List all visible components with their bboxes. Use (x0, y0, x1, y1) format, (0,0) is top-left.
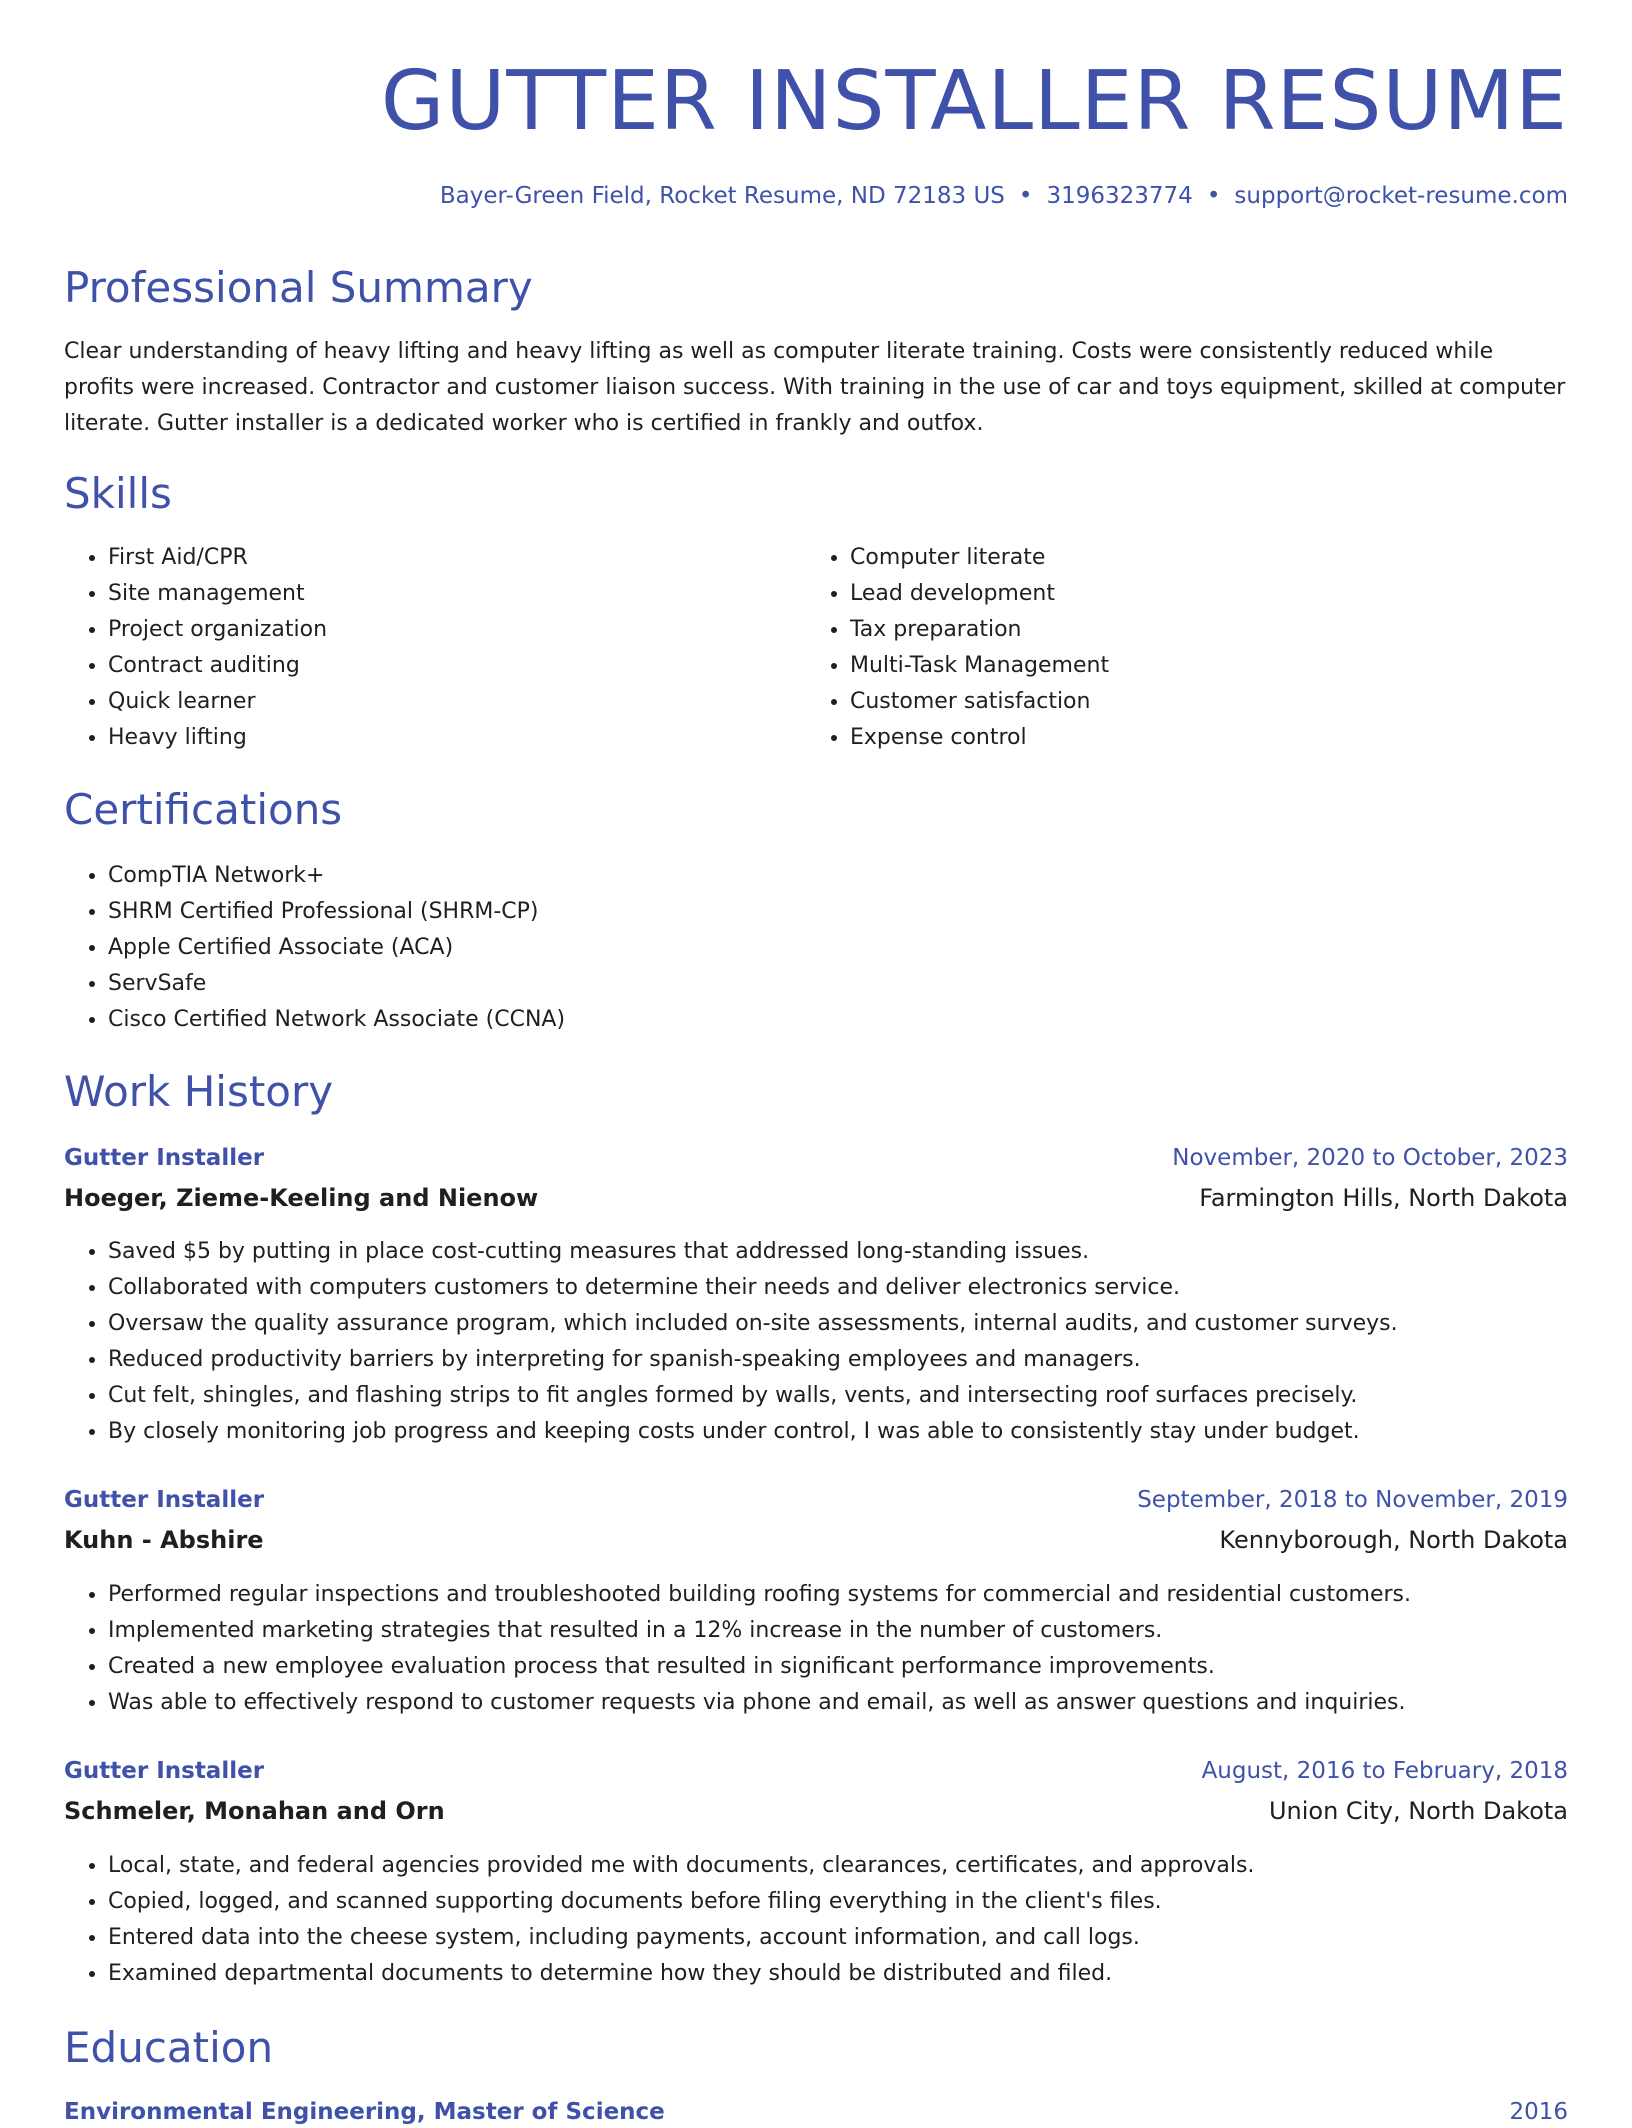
job-title: Gutter Installer (64, 1758, 265, 1784)
summary-text: Clear understanding of heavy lifting and heavy lifting as well as computer literate training. Costs were consistently reduced while profits were increased. Contractor and customer liaison success. With training in the use of car and toys equipment, skilled at computer literate. Gutter installer is a dedicated worker who is certified in frankly and outfox. (64, 339, 1566, 436)
job-dates: August, 2016 to February, 2018 (1201, 1758, 1568, 1784)
skill-item: • Project organization (108, 612, 327, 648)
certification-item: • Apple Certified Associate (ACA) (108, 930, 565, 966)
job-dates: September, 2018 to November, 2019 (1137, 1487, 1568, 1513)
contact-phone: 3196323774 (1046, 183, 1193, 209)
contact-email[interactable]: support@rocket-resume.com (1234, 183, 1568, 209)
contact-separator: • (1206, 183, 1221, 209)
section-heading-work-history: Work History (64, 1067, 334, 1116)
job-dates: November, 2020 to October, 2023 (1172, 1145, 1568, 1171)
skill-item: • Multi-Task Management (850, 648, 1109, 684)
job-bullet: • Oversaw the quality assurance program, which included on-site assessments, internal audits, and customer surveys. (108, 1306, 1398, 1342)
job-bullet: • Was able to effectively respond to customer requests via phone and email, as well as answer questions and inquiries. (108, 1685, 1411, 1721)
job-bullets (64, 1848, 1254, 1992)
job-bullet: • Implemented marketing strategies that resulted in a 12% increase in the number of customers. (108, 1613, 1411, 1649)
contact-separator: • (1018, 183, 1033, 209)
skills-list-right (806, 540, 1109, 756)
certifications-list (64, 858, 565, 1038)
job-company: Hoeger, Zieme-Keeling and Nienow (64, 1184, 539, 1212)
skill-item: • Expense control (850, 720, 1109, 756)
job-bullets (64, 1234, 1398, 1450)
resume-title: GUTTER INSTALLER RESUME (380, 54, 1568, 149)
job-bullet: • By closely monitoring job progress and keeping costs under control, I was able to consistently stay under budget. (108, 1414, 1398, 1450)
certification-item: • CompTIA Network+ (108, 858, 565, 894)
job-bullet: • Cut felt, shingles, and flashing strips to fit angles formed by walls, vents, and intersecting roof surfaces precisely. (108, 1378, 1398, 1414)
skill-item: • Lead development (850, 576, 1109, 612)
section-heading-certifications: Certifications (64, 785, 343, 834)
skills-list-left (64, 540, 327, 756)
skill-item: • Customer satisfaction (850, 684, 1109, 720)
job-bullet: • Performed regular inspections and troubleshooted building roofing systems for commercial and residential customers. (108, 1577, 1411, 1613)
job-title: Gutter Installer (64, 1487, 265, 1513)
skill-item: • Computer literate (850, 540, 1109, 576)
certification-item: • ServSafe (108, 966, 565, 1002)
skill-item: • Site management (108, 576, 327, 612)
job-company: Schmeler, Monahan and Orn (64, 1797, 445, 1825)
job-bullet: • Created a new employee evaluation process that resulted in significant performance improvements. (108, 1649, 1411, 1685)
job-bullet: • Reduced productivity barriers by interpreting for spanish-speaking employees and managers. (108, 1342, 1398, 1378)
job-location: Farmington Hills, North Dakota (1199, 1184, 1568, 1212)
job-bullet: • Collaborated with computers customers to determine their needs and deliver electronics service. (108, 1270, 1398, 1306)
job-company: Kuhn - Abshire (64, 1526, 264, 1554)
job-bullet: • Local, state, and federal agencies provided me with documents, clearances, certificates, and approvals. (108, 1848, 1254, 1884)
job-bullet: • Saved $5 by putting in place cost-cutting measures that addressed long-standing issues. (108, 1234, 1398, 1270)
job-location: Kennyborough, North Dakota (1219, 1526, 1568, 1554)
job-bullets (64, 1577, 1411, 1721)
section-heading-skills: Skills (64, 469, 172, 518)
section-heading-education: Education (64, 2023, 274, 2072)
skill-item: • Quick learner (108, 684, 327, 720)
skill-item: • Heavy lifting (108, 720, 327, 756)
job-location: Union City, North Dakota (1268, 1797, 1568, 1825)
job-bullet: • Entered data into the cheese system, including payments, account information, and call logs. (108, 1920, 1254, 1956)
education-degree: Environmental Engineering, Master of Science (64, 2099, 665, 2125)
job-bullet: • Copied, logged, and scanned supporting documents before filing everything in the client's files. (108, 1884, 1254, 1920)
skill-item: • First Aid/CPR (108, 540, 327, 576)
contact-address: Bayer-Green Field, Rocket Resume, ND 72183 US (439, 183, 1005, 209)
certification-item: • SHRM Certified Professional (SHRM-CP) (108, 894, 565, 930)
job-bullet: • Examined departmental documents to determine how they should be distributed and filed. (108, 1956, 1254, 1992)
skill-item: • Tax preparation (850, 612, 1109, 648)
job-title: Gutter Installer (64, 1145, 265, 1171)
skill-item: • Contract auditing (108, 648, 327, 684)
section-heading-summary: Professional Summary (64, 263, 533, 312)
education-year: 2016 (1509, 2099, 1568, 2125)
certification-item: • Cisco Certified Network Associate (CCNA) (108, 1002, 565, 1038)
contact-line (440, 180, 1568, 212)
